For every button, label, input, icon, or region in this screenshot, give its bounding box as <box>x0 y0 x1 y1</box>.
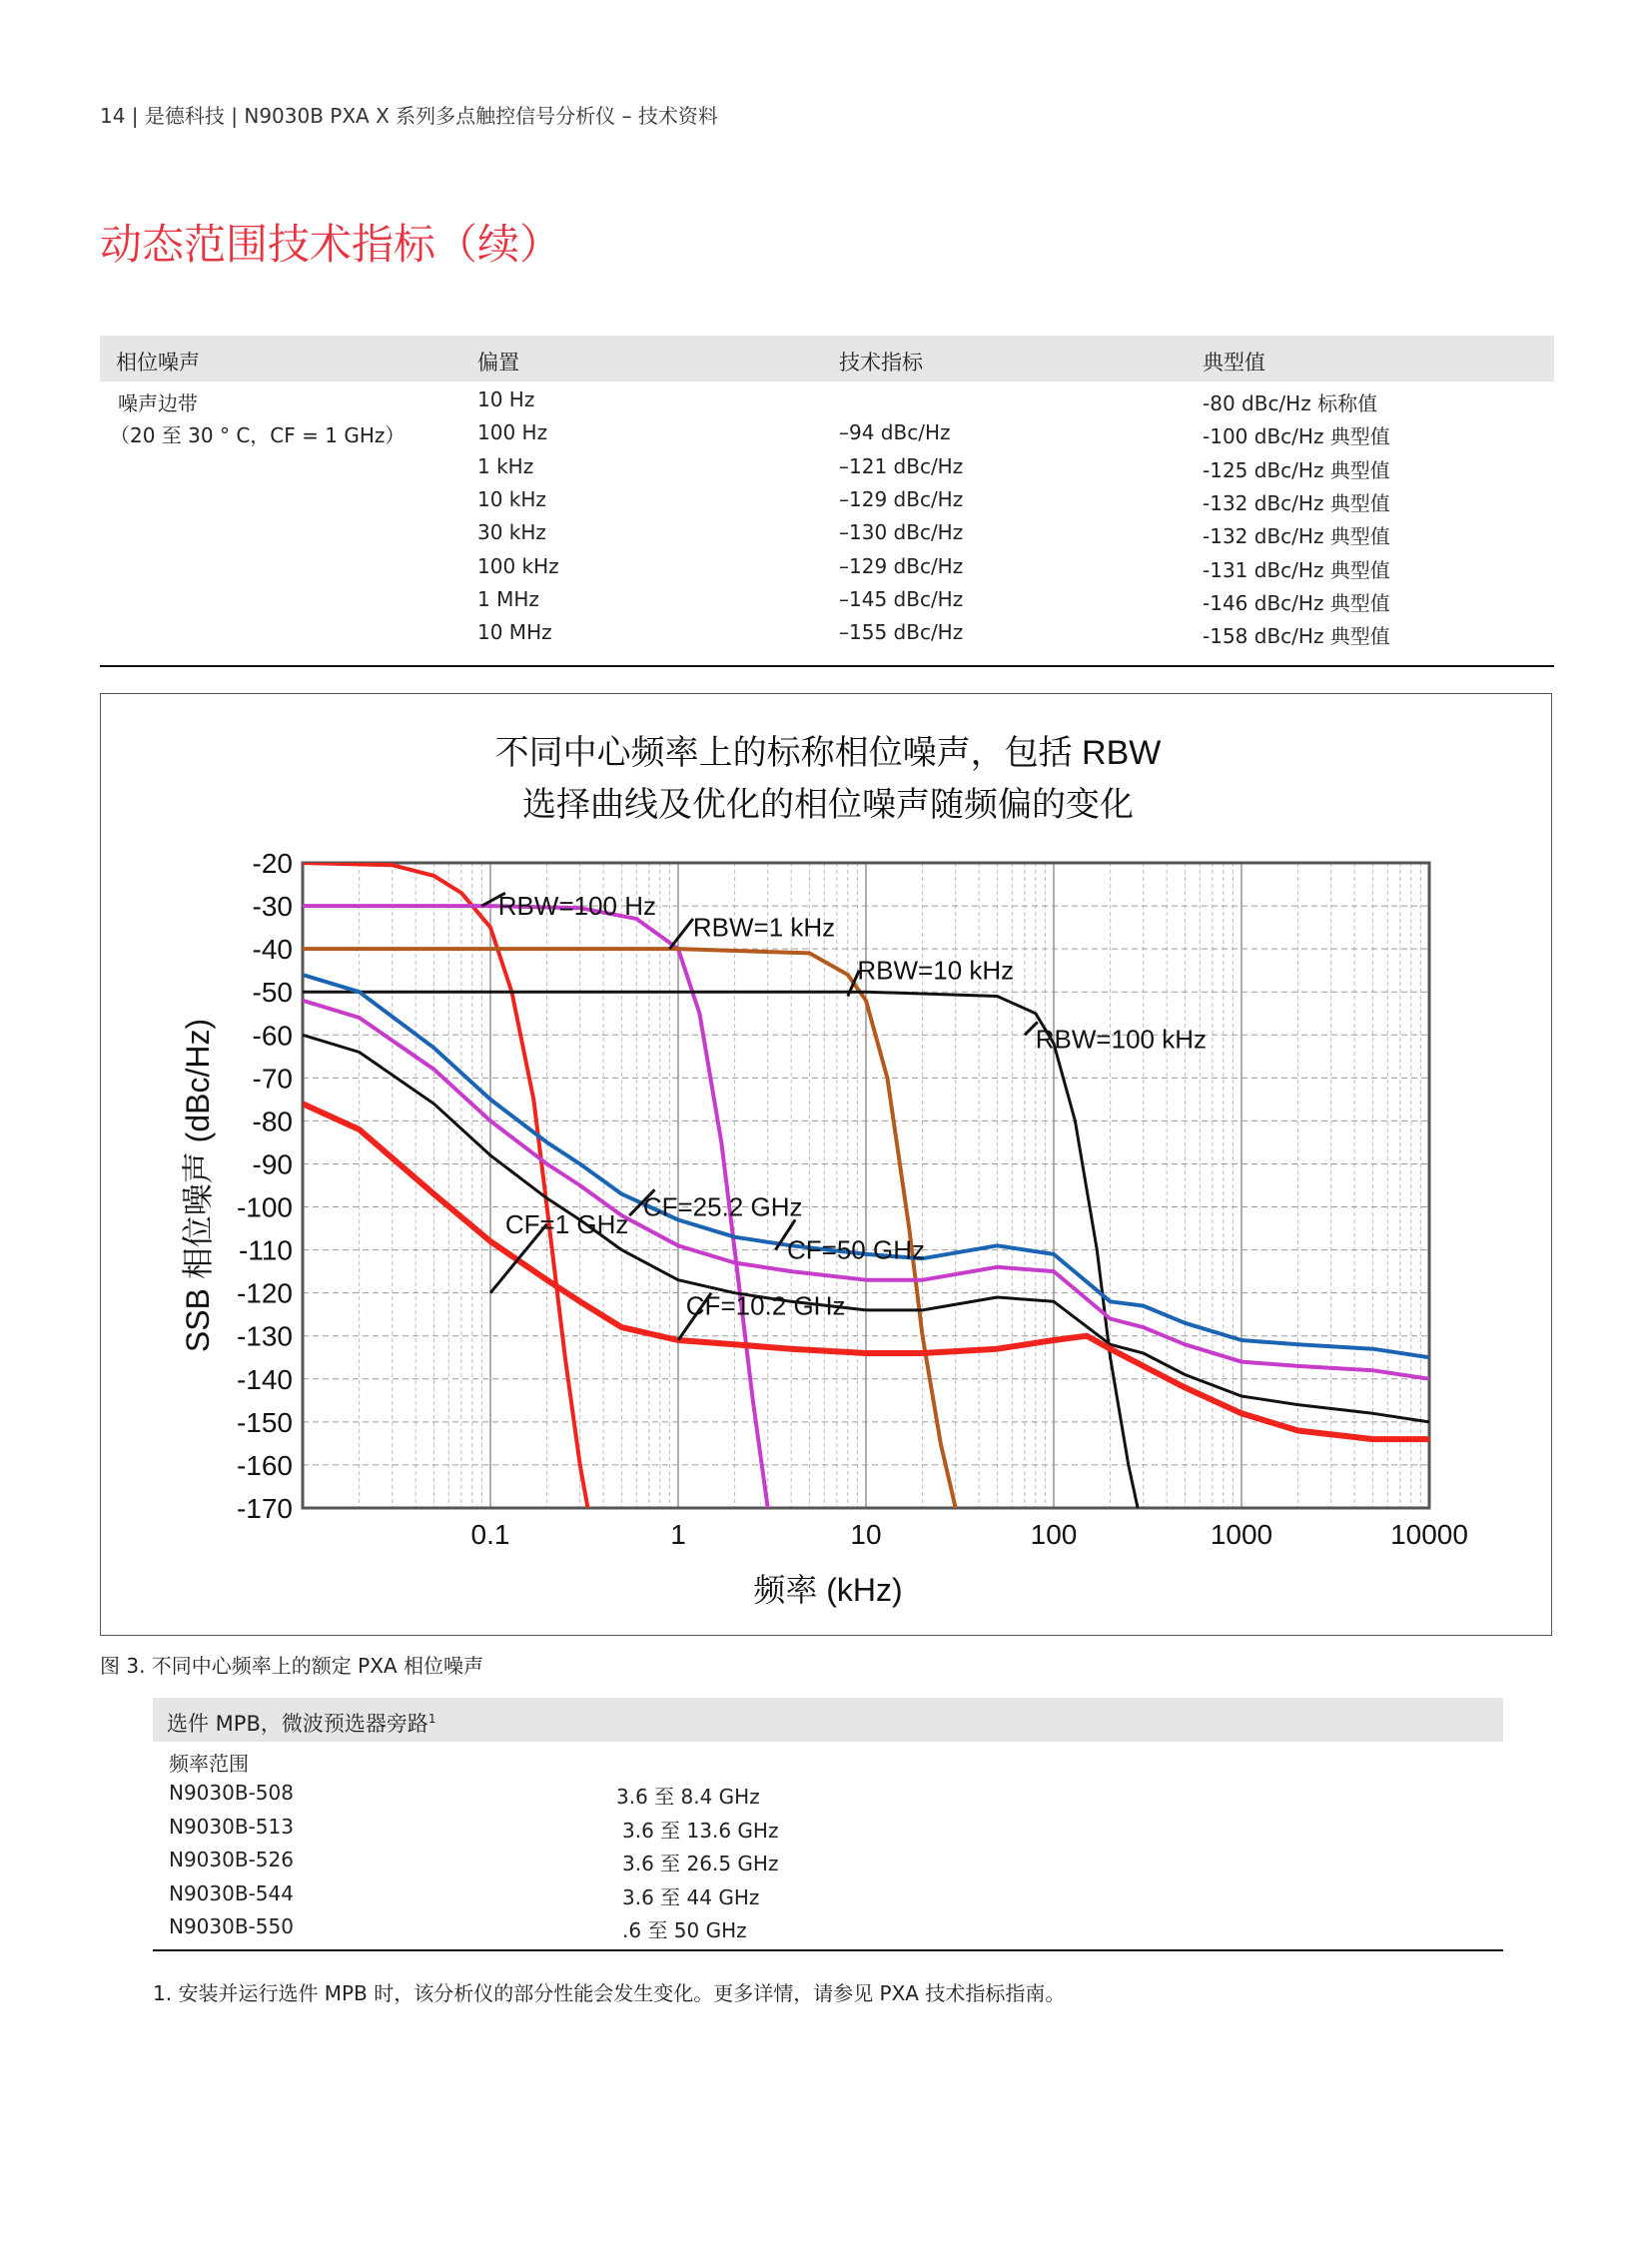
annotation-label: RBW=100 Hz <box>497 891 657 922</box>
annotation-label: CF=50 GHz <box>786 1234 925 1265</box>
table-cell-spec: –145 dBc/Hz <box>839 586 964 611</box>
table-cell-offset: 100 Hz <box>477 420 548 445</box>
table-cell-typical: -131 dBc/Hz 典型值 <box>1203 557 1390 582</box>
x-tick-label: 0.1 <box>470 1519 510 1550</box>
y-tick-label: -80 <box>252 1106 293 1137</box>
x-tick-label: 1 <box>670 1519 686 1550</box>
footnote-mark: 1 <box>427 1712 436 1726</box>
table-cell-spec: –121 dBc/Hz <box>839 453 964 478</box>
chart-subtitle: 选择曲线及优化的相位噪声随频偏的变化 <box>522 786 1134 824</box>
option-range: 3.6 至 44 GHz <box>622 1884 760 1909</box>
table-cell-typical: -146 dBc/Hz 典型值 <box>1203 590 1390 615</box>
y-tick-label: -120 <box>236 1277 293 1309</box>
table-cell-spec: –94 dBc/Hz <box>839 420 951 445</box>
y-tick-label: -140 <box>236 1363 293 1395</box>
phase-noise-chart <box>101 694 1553 1637</box>
row-condition: （20 至 30 ° C，CF = 1 GHz） <box>110 423 406 447</box>
x-tick-label: 100 <box>1030 1519 1078 1550</box>
table-cell-typical: -158 dBc/Hz 典型值 <box>1203 624 1390 649</box>
y-tick-label: -40 <box>252 934 293 966</box>
annotation-label: CF=10.2 GHz <box>685 1290 846 1321</box>
table-cell-typical: -100 dBc/Hz 典型值 <box>1203 424 1390 449</box>
annotation-label: RBW=100 kHz <box>1035 1024 1208 1055</box>
x-axis-label: 频率 (kHz) <box>753 1572 903 1608</box>
footnote: 1. 安装并运行选件 MPB 时，该分析仪的部分性能会发生变化。更多详情，请参见 PXA 技术指标指南。 <box>153 1981 1066 2005</box>
annotation-label: RBW=10 kHz <box>857 955 1015 986</box>
table-cell-typical: -132 dBc/Hz 典型值 <box>1203 490 1390 515</box>
table-cell-spec: –155 dBc/Hz <box>839 620 964 645</box>
x-tick-label: 10000 <box>1390 1519 1468 1550</box>
option-title-text: 选件 MPB，微波预选器旁路 <box>167 1712 428 1736</box>
running-header: 14 | 是德科技 | N9030B PXA X 系列多点触控信号分析仪 – 技术资料 <box>100 104 718 128</box>
table-cell-offset: 30 kHz <box>477 520 546 545</box>
table-cell-spec: –129 dBc/Hz <box>839 486 964 511</box>
y-tick-label: -100 <box>236 1191 293 1223</box>
option-model: N9030B-526 <box>169 1848 294 1871</box>
table-header <box>153 1698 1503 1742</box>
table-cell-typical: -125 dBc/Hz 典型值 <box>1203 457 1390 482</box>
subheading: 频率范围 <box>169 1752 249 1776</box>
option-title <box>167 1708 436 1738</box>
column-header: 技术指标 <box>839 351 923 374</box>
table-body <box>100 381 1554 665</box>
option-model: N9030B-544 <box>169 1880 294 1905</box>
option-model: N9030B-550 <box>169 1914 294 1938</box>
y-tick-label: -110 <box>239 1234 293 1266</box>
option-range: 3.6 至 13.6 GHz <box>622 1818 779 1843</box>
table-cell-spec: –129 dBc/Hz <box>839 553 964 578</box>
table-cell-offset: 100 kHz <box>477 553 559 578</box>
y-tick-label: -170 <box>236 1493 293 1524</box>
table-body <box>153 1742 1503 1949</box>
table-cell-offset: 10 MHz <box>477 620 552 645</box>
option-range: .6 至 50 GHz <box>622 1918 747 1942</box>
y-tick-label: -70 <box>252 1063 293 1095</box>
phase-noise-table <box>100 336 1554 667</box>
table-cell-typical: -132 dBc/Hz 典型值 <box>1203 524 1390 549</box>
y-tick-label: -130 <box>236 1320 293 1352</box>
table-cell-offset: 1 kHz <box>477 453 534 478</box>
y-tick-label: -90 <box>252 1148 293 1180</box>
table-cell-offset: 1 MHz <box>477 586 539 611</box>
figure-caption: 图 3. 不同中心频率上的额定 PXA 相位噪声 <box>100 1654 483 1678</box>
y-tick-label: -20 <box>252 848 293 879</box>
table-cell-spec: –130 dBc/Hz <box>839 520 964 545</box>
y-tick-label: -60 <box>252 1020 293 1052</box>
option-model: N9030B-508 <box>169 1781 294 1805</box>
section-title: 动态范围技术指标（续） <box>100 220 562 269</box>
table-cell-offset: 10 Hz <box>477 387 535 411</box>
column-header: 偏置 <box>477 351 519 374</box>
table-header <box>100 336 1554 381</box>
annotation-label: CF=25.2 GHz <box>642 1191 803 1222</box>
y-tick-label: -30 <box>252 891 293 923</box>
row-label: 噪声边带 <box>118 391 198 415</box>
table-cell-offset: 10 kHz <box>477 486 546 511</box>
column-header: 相位噪声 <box>116 351 200 374</box>
y-tick-label: -150 <box>236 1406 293 1438</box>
column-header: 典型值 <box>1203 351 1265 374</box>
option-model: N9030B-513 <box>169 1814 294 1839</box>
y-tick-label: -160 <box>236 1449 293 1481</box>
option-mpb-table <box>153 1698 1503 1951</box>
x-tick-label: 10 <box>850 1519 882 1550</box>
y-tick-label: -50 <box>252 977 293 1009</box>
annotation-label: CF=1 GHz <box>504 1208 629 1239</box>
chart-title: 不同中心频率上的标称相位噪声，包括 RBW <box>494 734 1162 772</box>
figure-frame <box>100 693 1552 1636</box>
table-rule <box>100 665 1554 667</box>
annotation-label: RBW=1 kHz <box>692 912 836 943</box>
option-range: 3.6 至 26.5 GHz <box>622 1852 779 1875</box>
x-tick-label: 1000 <box>1210 1519 1273 1550</box>
table-cell-typical: -80 dBc/Hz 标称值 <box>1203 391 1378 415</box>
option-range: 3.6 至 8.4 GHz <box>616 1785 760 1809</box>
table-rule <box>153 1949 1503 1951</box>
y-axis-label: SSB 相位噪声 (dBc/Hz) <box>180 1018 216 1353</box>
